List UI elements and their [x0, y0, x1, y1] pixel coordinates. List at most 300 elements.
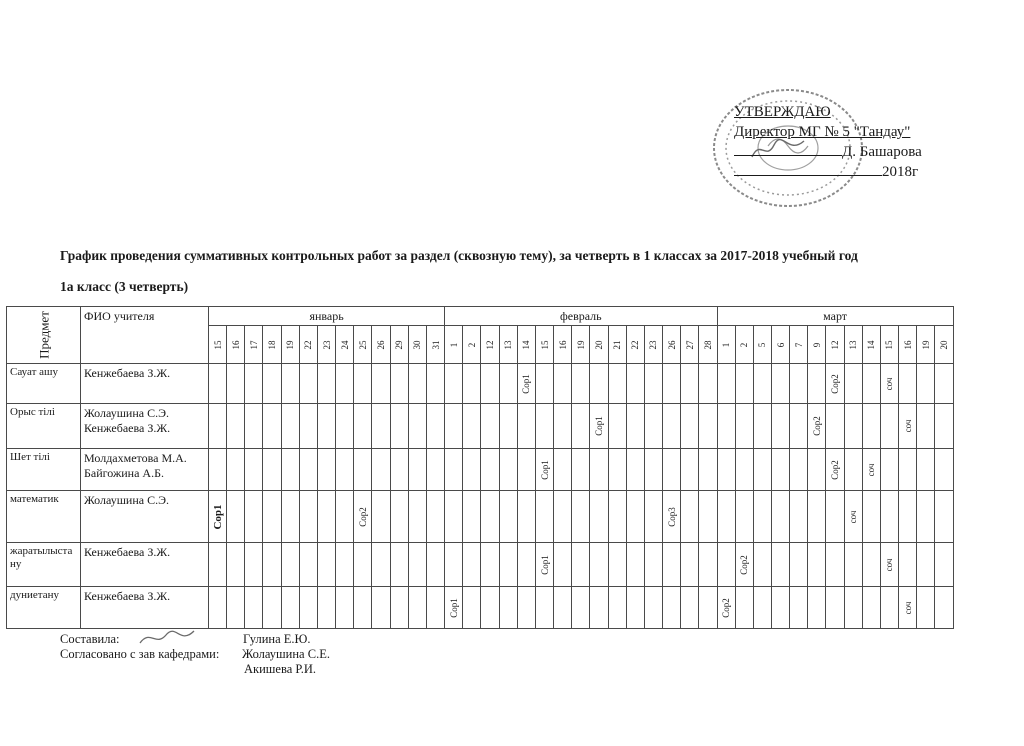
day-header — [209, 326, 227, 364]
schedule-cell — [426, 491, 444, 543]
teacher-cell — [81, 404, 209, 449]
schedule-cell — [753, 587, 771, 629]
teacher-cell — [81, 364, 209, 404]
schedule-cell — [535, 449, 553, 491]
schedule-cell — [263, 543, 281, 587]
schedule-cell — [554, 364, 572, 404]
schedule-cell — [245, 543, 263, 587]
schedule-cell — [790, 449, 808, 491]
subject-header-label: Предмет — [36, 311, 51, 359]
day-header — [681, 326, 699, 364]
day-number: 26 — [666, 340, 677, 350]
schedule-cell — [372, 491, 390, 543]
day-number: 22 — [630, 340, 641, 350]
schedule-cell — [626, 449, 644, 491]
schedule-cell — [826, 364, 844, 404]
subject-cell: Сауат ашу — [7, 364, 81, 404]
schedule-cell — [408, 491, 426, 543]
schedule-cell — [608, 404, 626, 449]
teacher-name: Кенжебаева З.Ж. — [84, 366, 171, 380]
schedule-cell — [753, 491, 771, 543]
table-row — [7, 404, 954, 449]
schedule-cell — [681, 404, 699, 449]
day-header — [317, 326, 335, 364]
schedule-cell — [753, 404, 771, 449]
schedule-cell — [390, 543, 408, 587]
schedule-cell — [517, 449, 535, 491]
day-header — [426, 326, 444, 364]
schedule-cell — [263, 491, 281, 543]
schedule-cell — [644, 404, 662, 449]
schedule-cell — [281, 449, 299, 491]
day-header — [899, 326, 917, 364]
assessment-mark: соч — [902, 601, 913, 614]
schedule-cell — [572, 491, 590, 543]
schedule-cell — [735, 543, 753, 587]
day-number: 13 — [503, 340, 514, 350]
schedule-cell — [681, 449, 699, 491]
day-number: 2 — [739, 342, 750, 347]
schedule-cell — [245, 449, 263, 491]
schedule-cell — [336, 491, 354, 543]
schedule-cell — [826, 543, 844, 587]
subject-cell: жаратылыстану — [7, 543, 81, 587]
assessment-mark: Сор2 — [739, 554, 750, 575]
agreed-row — [60, 647, 330, 662]
day-number: 2 — [466, 342, 477, 347]
schedule-cell — [826, 491, 844, 543]
schedule-cell — [445, 449, 463, 491]
day-header — [717, 326, 735, 364]
assessment-mark: соч — [884, 558, 895, 571]
schedule-cell — [717, 587, 735, 629]
schedule-cell — [663, 587, 681, 629]
day-number: 24 — [339, 340, 350, 350]
assessment-mark: соч — [902, 419, 913, 433]
teacher-cell — [81, 449, 209, 491]
day-number: 16 — [902, 340, 913, 350]
schedule-cell — [644, 543, 662, 587]
schedule-cell — [426, 449, 444, 491]
day-number: 22 — [303, 340, 314, 350]
schedule-cell — [899, 449, 917, 491]
schedule-cell — [771, 449, 789, 491]
teacher-name: Кенжебаева З.Ж. — [84, 421, 171, 435]
day-header — [771, 326, 789, 364]
schedule-cell — [590, 491, 608, 543]
schedule-cell — [771, 587, 789, 629]
schedule-cell — [245, 404, 263, 449]
day-number: 15 — [212, 340, 223, 350]
schedule-cell — [917, 543, 935, 587]
schedule-cell — [899, 543, 917, 587]
schedule-cell — [771, 543, 789, 587]
schedule-cell — [245, 364, 263, 404]
day-header — [372, 326, 390, 364]
schedule-cell — [299, 364, 317, 404]
agreed-name-2: Акишева Р.И. — [244, 662, 317, 676]
assessment-mark: Сор2 — [830, 373, 841, 394]
subject-cell: математик — [7, 491, 81, 543]
day-number: 7 — [793, 342, 804, 347]
assessment-mark: Сор1 — [593, 416, 604, 436]
schedule-cell — [390, 364, 408, 404]
schedule-cell — [554, 491, 572, 543]
approval-heading: УТВЕРЖДАЮ — [734, 104, 831, 120]
day-number: 31 — [430, 340, 441, 350]
schedule-cell — [317, 587, 335, 629]
day-header — [590, 326, 608, 364]
schedule-cell — [590, 449, 608, 491]
schedule-cell — [481, 404, 499, 449]
schedule-cell — [554, 404, 572, 449]
schedule-cell — [354, 543, 372, 587]
schedule-cell — [572, 587, 590, 629]
day-header — [735, 326, 753, 364]
compiled-label: Составила: — [60, 632, 120, 646]
schedule-cell — [481, 491, 499, 543]
teacher-column-header: ФИО учителя — [81, 307, 209, 364]
schedule-cell — [899, 364, 917, 404]
day-number: 18 — [267, 340, 278, 350]
day-header — [699, 326, 717, 364]
schedule-cell — [463, 404, 481, 449]
schedule-cell — [481, 587, 499, 629]
schedule-cell — [535, 364, 553, 404]
schedule-cell — [317, 449, 335, 491]
day-header — [753, 326, 771, 364]
schedule-cell — [572, 449, 590, 491]
schedule-cell — [299, 543, 317, 587]
schedule-cell — [535, 587, 553, 629]
schedule-cell — [771, 404, 789, 449]
schedule-cell — [209, 587, 227, 629]
subject-column-header — [7, 307, 81, 364]
day-number: 12 — [485, 340, 496, 350]
teacher-name: Кенжебаева З.Ж. — [84, 545, 171, 559]
day-number: 19 — [575, 340, 586, 350]
schedule-cell — [608, 543, 626, 587]
day-header — [390, 326, 408, 364]
document-title: График проведения суммативных контрольных работ за раздел (сквозную тему), за четверть в 1 классах за 2017-2018 учебный год — [60, 248, 858, 263]
subject-cell: дуниетану — [7, 587, 81, 629]
schedule-cell — [463, 364, 481, 404]
day-header — [572, 326, 590, 364]
schedule-cell — [663, 449, 681, 491]
schedule-cell — [317, 404, 335, 449]
schedule-cell — [862, 364, 880, 404]
schedule-cell — [899, 491, 917, 543]
schedule-cell — [681, 364, 699, 404]
schedule-cell — [808, 364, 826, 404]
schedule-cell — [572, 364, 590, 404]
day-number: 19 — [920, 340, 931, 350]
day-number: 29 — [394, 340, 405, 350]
schedule-cell — [445, 491, 463, 543]
teacher-name: Молдахметова М.А. — [84, 451, 187, 465]
schedule-cell — [590, 364, 608, 404]
schedule-cell — [735, 587, 753, 629]
assessment-mark: Сор2 — [830, 459, 841, 480]
schedule-cell — [499, 491, 517, 543]
schedule-cell — [517, 543, 535, 587]
schedule-cell — [408, 364, 426, 404]
schedule-cell — [299, 587, 317, 629]
schedule-cell — [209, 364, 227, 404]
schedule-cell — [299, 491, 317, 543]
day-header — [608, 326, 626, 364]
schedule-cell — [372, 364, 390, 404]
day-number: 1 — [448, 342, 459, 347]
schedule-cell — [445, 364, 463, 404]
schedule-cell — [354, 364, 372, 404]
schedule-cell — [826, 449, 844, 491]
schedule-cell — [227, 491, 245, 543]
schedule-cell — [626, 364, 644, 404]
schedule-cell — [753, 364, 771, 404]
schedule-cell — [517, 404, 535, 449]
schedule-cell — [372, 543, 390, 587]
agreed-label: Согласовано с зав кафедрами: — [60, 647, 220, 661]
schedule-cell — [354, 404, 372, 449]
schedule-cell — [935, 491, 953, 543]
schedule-cell — [263, 404, 281, 449]
schedule-cell — [880, 404, 898, 449]
day-header — [826, 326, 844, 364]
schedule-cell — [426, 543, 444, 587]
schedule-cell — [808, 587, 826, 629]
subject-cell: Шет тілі — [7, 449, 81, 491]
schedule-cell — [408, 587, 426, 629]
day-number: 19 — [285, 340, 296, 350]
month-header: март — [717, 307, 953, 326]
day-number: 14 — [866, 340, 877, 350]
schedule-cell — [499, 364, 517, 404]
schedule-cell — [717, 364, 735, 404]
schedule-cell — [445, 543, 463, 587]
schedule-cell — [590, 543, 608, 587]
schedule-cell — [572, 404, 590, 449]
document-subtitle: 1а класс (3 четверть) — [60, 279, 189, 294]
approval-director: Директор МГ № 5 "Тандау" — [734, 124, 911, 140]
day-number: 23 — [321, 340, 332, 350]
day-number: 1 — [721, 342, 732, 347]
schedule-cell — [917, 449, 935, 491]
assessment-mark: Сор2 — [357, 506, 368, 527]
schedule-cell — [336, 449, 354, 491]
schedule-cell — [554, 543, 572, 587]
approval-date-line — [734, 162, 954, 182]
schedule-cell — [317, 543, 335, 587]
schedule-cell — [354, 587, 372, 629]
schedule-cell — [535, 404, 553, 449]
day-header — [554, 326, 572, 364]
assessment-mark: Сор1 — [448, 597, 459, 618]
schedule-cell — [681, 543, 699, 587]
day-number: 27 — [684, 340, 695, 350]
schedule-cell — [281, 587, 299, 629]
day-number: 21 — [612, 340, 623, 350]
schedule-cell — [227, 543, 245, 587]
schedule-cell — [880, 587, 898, 629]
schedule-cell — [209, 543, 227, 587]
day-number: 23 — [648, 340, 659, 350]
schedule-cell — [408, 404, 426, 449]
schedule-cell — [844, 587, 862, 629]
schedule-cell — [626, 543, 644, 587]
schedule-cell — [917, 364, 935, 404]
schedule-cell — [336, 543, 354, 587]
schedule-cell — [935, 364, 953, 404]
schedule-cell — [372, 587, 390, 629]
day-number: 28 — [702, 340, 713, 350]
schedule-cell — [862, 587, 880, 629]
schedule-cell — [717, 404, 735, 449]
schedule-cell — [209, 491, 227, 543]
schedule-cell — [245, 491, 263, 543]
subject-cell: Орыс тілі — [7, 404, 81, 449]
schedule-cell — [590, 587, 608, 629]
schedule-cell — [263, 364, 281, 404]
day-header — [917, 326, 935, 364]
teacher-name: Кенжебаева З.Ж. — [84, 589, 171, 603]
schedule-cell — [499, 449, 517, 491]
schedule-cell — [880, 543, 898, 587]
approval-block — [734, 102, 954, 182]
schedule-cell — [935, 587, 953, 629]
table-row — [7, 543, 954, 587]
day-number: 30 — [412, 340, 423, 350]
day-number: 13 — [848, 340, 859, 350]
schedule-cell — [790, 364, 808, 404]
schedule-cell — [717, 449, 735, 491]
day-header — [935, 326, 953, 364]
schedule-cell — [862, 449, 880, 491]
schedule-cell — [499, 543, 517, 587]
day-header — [808, 326, 826, 364]
table-row — [7, 587, 954, 629]
schedule-cell — [644, 587, 662, 629]
schedule-cell — [554, 449, 572, 491]
day-header — [644, 326, 662, 364]
schedule-cell — [663, 543, 681, 587]
day-number: 15 — [884, 340, 895, 350]
day-number: 17 — [248, 340, 259, 350]
schedule-cell — [663, 364, 681, 404]
day-number: 16 — [557, 340, 568, 350]
schedule-cell — [608, 587, 626, 629]
schedule-cell — [299, 404, 317, 449]
schedule-cell — [735, 449, 753, 491]
schedule-cell — [209, 449, 227, 491]
day-header — [880, 326, 898, 364]
schedule-cell — [644, 449, 662, 491]
teacher-name: Байгожина А.Б. — [84, 466, 164, 480]
schedule-cell — [808, 491, 826, 543]
schedule-cell — [699, 404, 717, 449]
schedule-table — [6, 306, 954, 629]
schedule-cell — [499, 587, 517, 629]
day-number: 16 — [230, 340, 241, 350]
schedule-cell — [753, 543, 771, 587]
day-number: 14 — [521, 340, 532, 350]
schedule-cell — [935, 404, 953, 449]
day-header — [336, 326, 354, 364]
schedule-cell — [790, 404, 808, 449]
schedule-cell — [445, 404, 463, 449]
day-number: 15 — [539, 340, 550, 350]
schedule-cell — [535, 491, 553, 543]
schedule-cell — [899, 587, 917, 629]
schedule-cell — [481, 449, 499, 491]
day-header — [844, 326, 862, 364]
schedule-cell — [699, 449, 717, 491]
assessment-mark: Сор3 — [666, 506, 677, 527]
schedule-cell — [227, 404, 245, 449]
schedule-cell — [626, 404, 644, 449]
schedule-cell — [227, 587, 245, 629]
teacher-name: Жолаушина С.Э. — [84, 493, 170, 507]
day-header — [663, 326, 681, 364]
day-header — [463, 326, 481, 364]
schedule-cell — [717, 491, 735, 543]
agreed-name-1: Жолаушина С.Е. — [242, 647, 330, 661]
schedule-cell — [644, 491, 662, 543]
schedule-cell — [862, 543, 880, 587]
schedule-cell — [608, 491, 626, 543]
schedule-cell — [826, 587, 844, 629]
day-header — [499, 326, 517, 364]
day-header — [481, 326, 499, 364]
day-header — [281, 326, 299, 364]
schedule-cell — [699, 491, 717, 543]
assessment-mark: Сор1 — [211, 503, 224, 530]
day-header — [408, 326, 426, 364]
table-row — [7, 491, 954, 543]
schedule-cell — [844, 404, 862, 449]
day-header — [245, 326, 263, 364]
teacher-cell — [81, 543, 209, 587]
day-header — [354, 326, 372, 364]
schedule-cell — [390, 404, 408, 449]
schedule-cell — [808, 404, 826, 449]
schedule-cell — [844, 543, 862, 587]
schedule-cell — [281, 404, 299, 449]
schedule-cell — [808, 449, 826, 491]
schedule-cell — [372, 404, 390, 449]
schedule-cell — [790, 587, 808, 629]
schedule-cell — [227, 449, 245, 491]
day-number: 25 — [357, 340, 368, 350]
schedule-cell — [517, 587, 535, 629]
schedule-cell — [699, 587, 717, 629]
schedule-cell — [445, 587, 463, 629]
assessment-mark: Сор1 — [521, 373, 532, 394]
schedule-cell — [626, 491, 644, 543]
schedule-cell — [535, 543, 553, 587]
schedule-cell — [753, 449, 771, 491]
day-header — [299, 326, 317, 364]
schedule-cell — [626, 587, 644, 629]
day-number: 26 — [375, 340, 386, 350]
schedule-cell — [463, 491, 481, 543]
teacher-name: Жолаушина С.Э. — [84, 406, 170, 420]
day-number: 6 — [775, 342, 786, 347]
schedule-cell — [862, 404, 880, 449]
schedule-cell — [790, 491, 808, 543]
day-header — [790, 326, 808, 364]
schedule-cell — [481, 543, 499, 587]
